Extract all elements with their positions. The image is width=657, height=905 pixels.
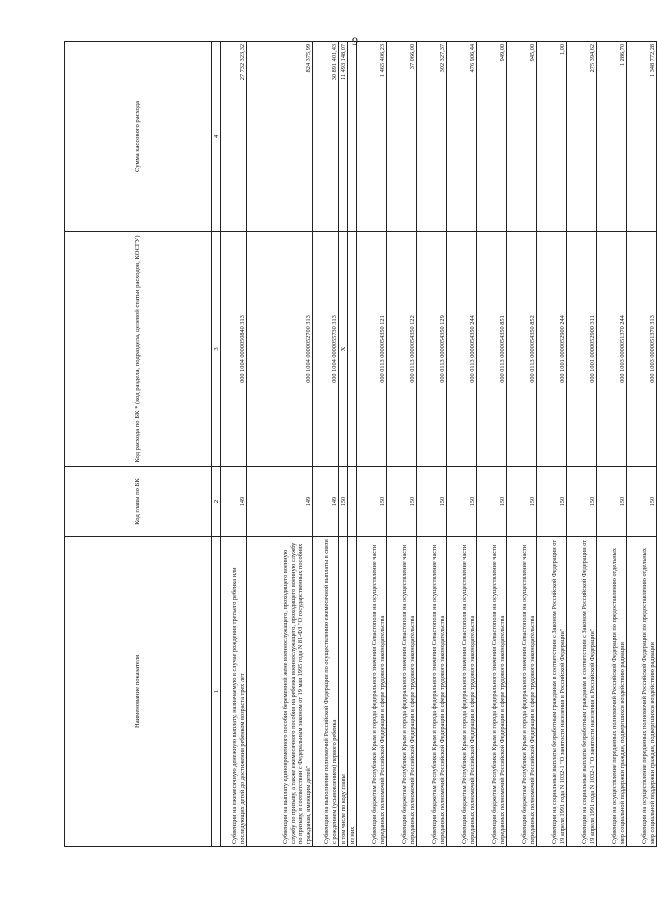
cell-kbk: 000 0113 0000054350 129 [417,232,447,467]
cell-glava: 150 [447,467,477,537]
table-header-row [65,42,212,847]
cell-kbk: 000 1003 0000051370 244 [597,232,627,467]
cell-name: Субвенции на выполнение полномочий Российской Федерации по осуществлению ежемесячной выплаты в связи с рождением (усыновлением) первого ребенка [313,537,339,847]
col-number: 2 [212,467,221,537]
cell-kbk: 000 1004 0000052700 313 [247,232,313,467]
cell-sum: 824 375,99 [247,42,313,232]
cell-sum: 37 066,00 [387,42,417,232]
cell-sum: 1 348 772,28 [627,42,657,232]
cell-sum: 11 493 148,07 [339,42,348,232]
table-row [537,42,567,847]
cell-glava: 150 [357,467,387,537]
cell-sum: 302 327,37 [417,42,447,232]
cell-glava: 150 [417,467,447,537]
cell-sum: 30 891 401,43 [313,42,339,232]
table-row [339,42,348,847]
table-row [477,42,507,847]
table-row [221,42,247,847]
cell-name: Субвенции бюджетам Республики Крым и города федерального значения Севастополя на осуществление части переданных полномочий Российской Федерации в сфере трудового законодательства [357,537,387,847]
cell-kbk: 000 0113 0000054350 852 [507,232,537,467]
table-row [417,42,447,847]
table-row [247,42,313,847]
cell-sum: 27 732 323,32 [221,42,247,232]
cell-glava: 150 [477,467,507,537]
cell-sum: 476 906,44 [447,42,477,232]
cell-kbk: 000 1004 0000055730 313 [313,232,339,467]
cell-name: Субвенции на социальные выплаты безработным гражданам в соответствии с Законом Российской Федерации от 19 апреля 1991 года N 1032-1 "О занятости населения в Российской Федерации" [567,537,597,847]
header-glava: Код главы по БК [65,467,212,537]
table-row [357,42,387,847]
rotated-table-frame [64,42,656,847]
cell-glava: 150 [507,467,537,537]
cell-glava: 150 [387,467,417,537]
cell-sum: 275 394,62 [567,42,597,232]
cell-kbk: 000 0113 0000054350 244 [447,232,477,467]
header-sum: Сумма кассового расхода [65,42,212,232]
table-row [597,42,627,847]
table-row [447,42,477,847]
cell-sum: 1,00 [537,42,567,232]
cell-kbk: 000 1001 0000052900 244 [537,232,567,467]
cell-glava: 150 [537,467,567,537]
cell-name: Субвенции бюджетам Республики Крым и города федерального значения Севастополя на осуществление части переданных полномочий Российской Федерации в сфере трудового законодательства [387,537,417,847]
cell-sum: 1 286,70 [597,42,627,232]
cell-glava: 149 [221,467,247,537]
cell-name: из них [348,537,357,847]
cell-kbk: X [339,232,348,467]
cell-glava: 150 [339,467,348,537]
cell-kbk: 000 1003 0000051370 313 [627,232,657,467]
cell-name: в том числе по коду главы [339,537,348,847]
cell-kbk: 000 0113 0000054350 851 [477,232,507,467]
cell-glava: 149 [313,467,339,537]
cell-glava: 150 [567,467,597,537]
column-numbers-row [212,42,221,847]
cell-glava: 149 [247,467,313,537]
table-row [313,42,339,847]
col-number: 1 [212,537,221,847]
table-body [212,42,657,847]
cell-name: Субвенции на осуществление переданных полномочий Российской Федерации по предоставлению отдельных мер социальной поддержки граждан, подвергшихся воздействию радиации [597,537,627,847]
cell-name: Субвенции на выплату единовременного пособия беременной жене военнослужащего, проходящего военную службу по призыву, а также ежемесячного пособия на ребенка военнослужащего, проходящего военную службу по призыву, в соответствии с Федеральным законом от 19 мая 1995 года N 81-ФЗ "О государственных пособиях гражданам, имеющим детей" [247,537,313,847]
cell-kbk: 000 1004 0000050840 313 [221,232,247,467]
table-row [387,42,417,847]
page-number: 9 [352,34,358,48]
cell-name: Субвенции на ежемесячную денежную выплату, назначаемую в случае рождения третьего ребенка или последующих детей до достижения ребенком возраста трех лет [221,537,247,847]
col-number: 4 [212,42,221,232]
cell-name: Субвенции на социальные выплаты безработным гражданам в соответствии с Законом Российской Федерации от 19 апреля 1991 года N 1032-1 "О занятости населения в Российской Федерации" [537,537,567,847]
cell-sum: 949,00 [477,42,507,232]
cell-name: Субвенции бюджетам Республики Крым и города федерального значения Севастополя на осуществление части переданных полномочий Российской Федерации в сфере трудового законодательства [507,537,537,847]
cell-glava [348,467,357,537]
cell-sum: 1 465 406,23 [357,42,387,232]
cell-sum: 945,00 [507,42,537,232]
cell-name: Субвенции бюджетам Республики Крым и города федерального значения Севастополя на осуществление части переданных полномочий Российской Федерации в сфере трудового законодательства [447,537,477,847]
cell-name: Субвенции бюджетам Республики Крым и города федерального значения Севастополя на осуществление части переданных полномочий Российской Федерации в сфере трудового законодательства [477,537,507,847]
cell-kbk: 000 1001 0000052900 311 [567,232,597,467]
table-row [507,42,537,847]
cell-glava: 150 [627,467,657,537]
header-kbk: Код расхода по БК * (код раздела, подраздела, целевой статьи расходов, КОСГУ) [65,232,212,467]
cell-glava: 150 [597,467,627,537]
cell-name: Субвенции бюджетам Республики Крым и города федерального значения Севастополя на осуществление части переданных полномочий Российской Федерации в сфере трудового законодательства [417,537,447,847]
table-row [567,42,597,847]
cell-kbk [348,232,357,467]
cell-sum [348,42,357,232]
cell-name: Субвенции на осуществление переданных полномочий Российской Федерации по предоставлению отдельных мер социальной поддержки граждан, подвергшихся воздействию радиации [627,537,657,847]
table-row [627,42,657,847]
col-number: 3 [212,232,221,467]
header-name: Наименование показателя [65,537,212,847]
cell-kbk: 000 0113 0000054350 122 [387,232,417,467]
cell-kbk: 000 0113 0000054350 121 [357,232,387,467]
table-row [348,42,357,847]
expenses-table [64,41,657,847]
